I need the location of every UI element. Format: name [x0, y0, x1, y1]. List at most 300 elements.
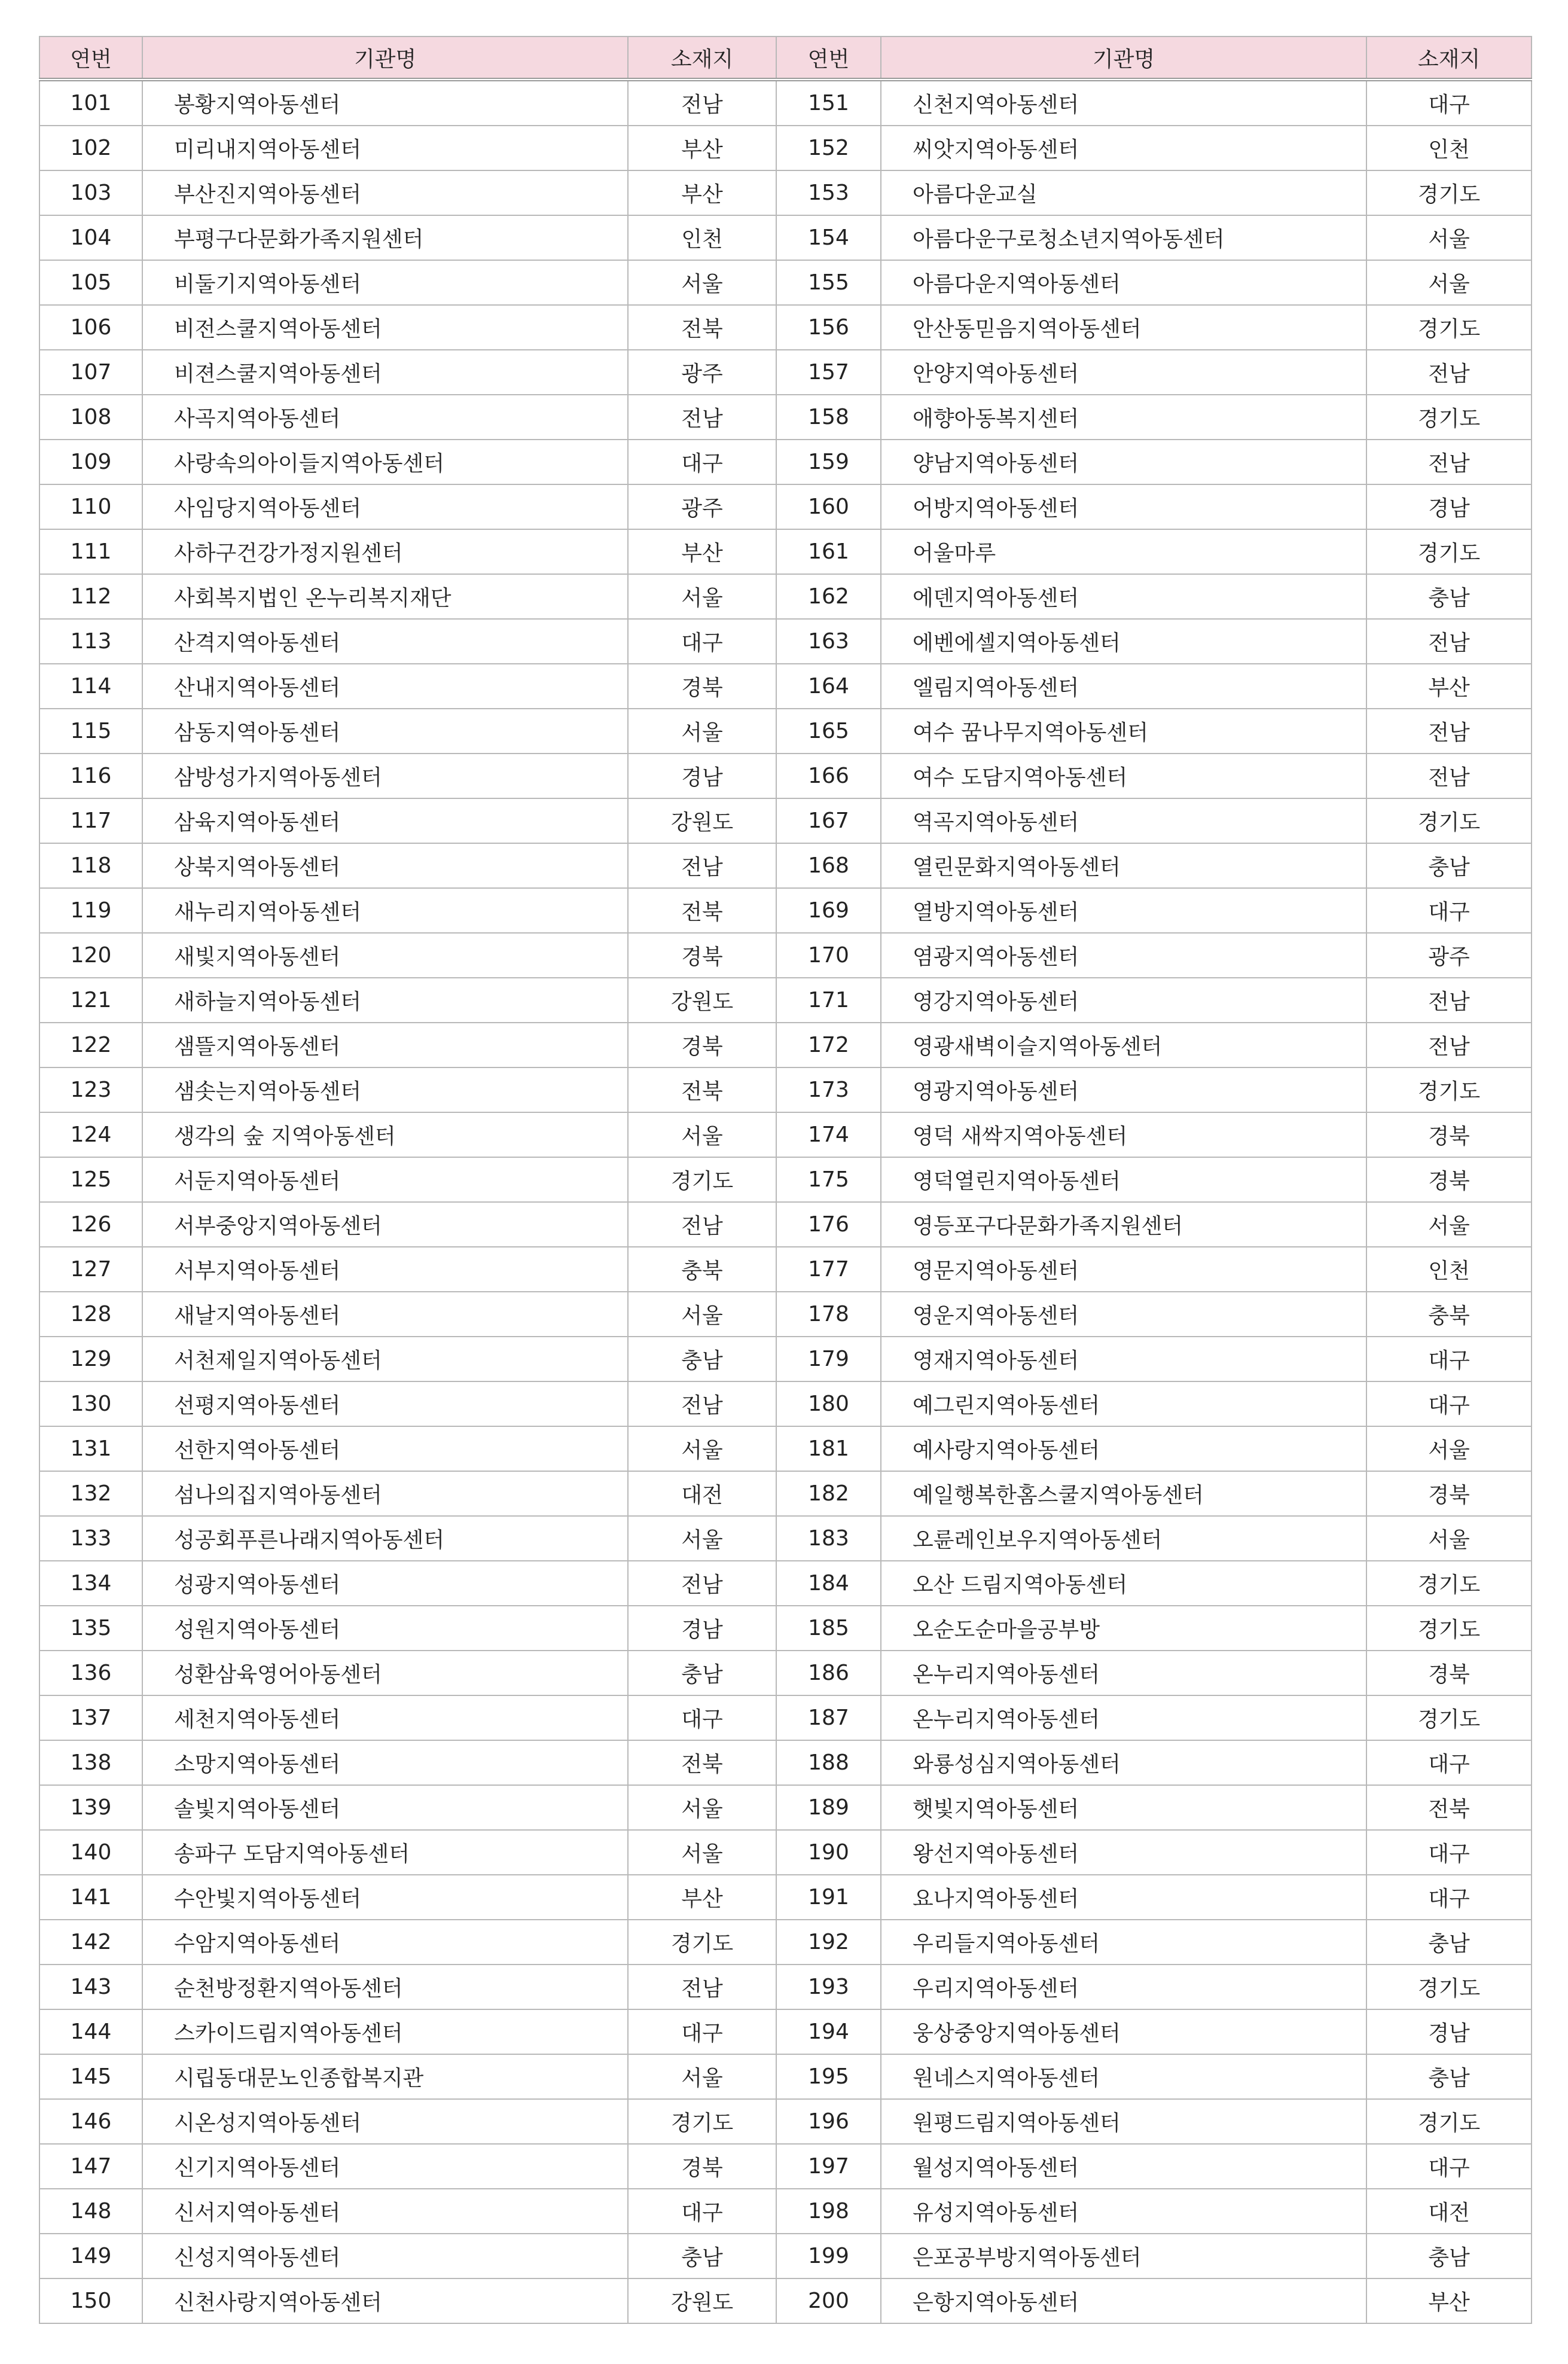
- right-name-cell: 양남지역아동센터: [881, 440, 1366, 484]
- right-name-cell: 예사랑지역아동센터: [881, 1426, 1366, 1471]
- left-number-cell: 128: [39, 1292, 142, 1337]
- header-location-left: 소재지: [628, 36, 776, 80]
- right-number-cell: 185: [776, 1606, 881, 1651]
- right-location-cell: 부산: [1366, 2278, 1532, 2323]
- table-header: [39, 36, 1532, 80]
- left-number-cell: 129: [39, 1337, 142, 1381]
- right-number-cell: 183: [776, 1516, 881, 1561]
- right-number-cell: 163: [776, 619, 881, 664]
- left-location-cell: 광주: [628, 350, 776, 395]
- right-number-cell: 155: [776, 260, 881, 305]
- right-number-cell: 168: [776, 843, 881, 888]
- left-name-cell: 신서지역아동센터: [142, 2189, 628, 2234]
- left-number-cell: 133: [39, 1516, 142, 1561]
- table-row: [39, 1112, 1532, 1157]
- right-name-cell: 웅상중앙지역아동센터: [881, 2009, 1366, 2054]
- right-number-cell: 160: [776, 484, 881, 529]
- table-row: [39, 170, 1532, 215]
- left-location-cell: 강원도: [628, 978, 776, 1023]
- left-number-cell: 117: [39, 798, 142, 843]
- right-name-cell: 영운지역아동센터: [881, 1292, 1366, 1337]
- right-location-cell: 전남: [1366, 1023, 1532, 1067]
- table-row: [39, 484, 1532, 529]
- right-name-cell: 은항지역아동센터: [881, 2278, 1366, 2323]
- right-number-cell: 195: [776, 2054, 881, 2099]
- table-row: [39, 80, 1532, 126]
- right-location-cell: 경기도: [1366, 529, 1532, 574]
- right-number-cell: 175: [776, 1157, 881, 1202]
- left-name-cell: 새하늘지역아동센터: [142, 978, 628, 1023]
- right-name-cell: 영재지역아동센터: [881, 1337, 1366, 1381]
- header-name-right: 기관명: [881, 36, 1366, 80]
- left-name-cell: 수안빛지역아동센터: [142, 1875, 628, 1920]
- left-location-cell: 부산: [628, 1875, 776, 1920]
- right-name-cell: 안산동믿음지역아동센터: [881, 305, 1366, 350]
- right-number-cell: 167: [776, 798, 881, 843]
- right-name-cell: 유성지역아동센터: [881, 2189, 1366, 2234]
- left-location-cell: 전북: [628, 1740, 776, 1785]
- left-name-cell: 사하구건강가정지원센터: [142, 529, 628, 574]
- right-name-cell: 햇빛지역아동센터: [881, 1785, 1366, 1830]
- left-location-cell: 경기도: [628, 2099, 776, 2144]
- table-row: [39, 978, 1532, 1023]
- header-number-left: 연번: [39, 36, 142, 80]
- left-number-cell: 147: [39, 2144, 142, 2189]
- right-number-cell: 180: [776, 1381, 881, 1426]
- right-location-cell: 인천: [1366, 1247, 1532, 1292]
- left-name-cell: 새누리지역아동센터: [142, 888, 628, 933]
- right-location-cell: 경기도: [1366, 1067, 1532, 1112]
- left-name-cell: 성환삼육영어아동센터: [142, 1651, 628, 1695]
- table-row: [39, 1292, 1532, 1337]
- right-name-cell: 영문지역아동센터: [881, 1247, 1366, 1292]
- right-location-cell: 충남: [1366, 2234, 1532, 2278]
- left-location-cell: 강원도: [628, 2278, 776, 2323]
- right-number-cell: 182: [776, 1471, 881, 1516]
- left-name-cell: 신기지역아동센터: [142, 2144, 628, 2189]
- header-name-left: 기관명: [142, 36, 628, 80]
- left-location-cell: 대구: [628, 1695, 776, 1740]
- left-location-cell: 전남: [628, 1561, 776, 1606]
- table-row: [39, 2009, 1532, 2054]
- left-number-cell: 106: [39, 305, 142, 350]
- left-number-cell: 108: [39, 395, 142, 440]
- right-location-cell: 대구: [1366, 1381, 1532, 1426]
- left-name-cell: 소망지역아동센터: [142, 1740, 628, 1785]
- right-name-cell: 예그린지역아동센터: [881, 1381, 1366, 1426]
- right-location-cell: 경기도: [1366, 1606, 1532, 1651]
- table-row: [39, 2278, 1532, 2323]
- left-name-cell: 시온성지역아동센터: [142, 2099, 628, 2144]
- right-name-cell: 원평드림지역아동센터: [881, 2099, 1366, 2144]
- left-number-cell: 143: [39, 1965, 142, 2009]
- right-name-cell: 역곡지역아동센터: [881, 798, 1366, 843]
- right-number-cell: 191: [776, 1875, 881, 1920]
- table-row: [39, 2099, 1532, 2144]
- left-number-cell: 101: [39, 80, 142, 126]
- left-location-cell: 전북: [628, 888, 776, 933]
- left-location-cell: 전북: [628, 1067, 776, 1112]
- table-row: [39, 754, 1532, 798]
- table-row: [39, 1740, 1532, 1785]
- right-location-cell: 대구: [1366, 1337, 1532, 1381]
- right-number-cell: 194: [776, 2009, 881, 2054]
- left-name-cell: 봉황지역아동센터: [142, 80, 628, 126]
- right-name-cell: 왕선지역아동센터: [881, 1830, 1366, 1875]
- header-number-right: 연번: [776, 36, 881, 80]
- left-name-cell: 사임당지역아동센터: [142, 484, 628, 529]
- right-location-cell: 경기도: [1366, 2099, 1532, 2144]
- left-number-cell: 150: [39, 2278, 142, 2323]
- left-number-cell: 123: [39, 1067, 142, 1112]
- right-number-cell: 174: [776, 1112, 881, 1157]
- left-location-cell: 전남: [628, 1381, 776, 1426]
- left-name-cell: 부산진지역아동센터: [142, 170, 628, 215]
- right-name-cell: 예일행복한홈스쿨지역아동센터: [881, 1471, 1366, 1516]
- right-location-cell: 대구: [1366, 80, 1532, 126]
- left-location-cell: 경기도: [628, 1157, 776, 1202]
- right-name-cell: 영덕열린지역아동센터: [881, 1157, 1366, 1202]
- right-location-cell: 서울: [1366, 215, 1532, 260]
- right-location-cell: 전남: [1366, 619, 1532, 664]
- left-number-cell: 113: [39, 619, 142, 664]
- table-row: [39, 1785, 1532, 1830]
- right-number-cell: 190: [776, 1830, 881, 1875]
- right-name-cell: 신천지역아동센터: [881, 80, 1366, 126]
- right-number-cell: 189: [776, 1785, 881, 1830]
- table-row: [39, 888, 1532, 933]
- left-location-cell: 서울: [628, 2054, 776, 2099]
- left-location-cell: 서울: [628, 1426, 776, 1471]
- left-name-cell: 새날지역아동센터: [142, 1292, 628, 1337]
- left-number-cell: 125: [39, 1157, 142, 1202]
- left-number-cell: 140: [39, 1830, 142, 1875]
- left-number-cell: 132: [39, 1471, 142, 1516]
- table-row: [39, 1695, 1532, 1740]
- left-location-cell: 경북: [628, 1023, 776, 1067]
- right-number-cell: 188: [776, 1740, 881, 1785]
- right-location-cell: 전북: [1366, 1785, 1532, 1830]
- table-row: [39, 709, 1532, 754]
- left-number-cell: 141: [39, 1875, 142, 1920]
- right-location-cell: 대구: [1366, 1740, 1532, 1785]
- right-name-cell: 애향아동복지센터: [881, 395, 1366, 440]
- table-row: [39, 619, 1532, 664]
- left-name-cell: 성원지역아동센터: [142, 1606, 628, 1651]
- left-name-cell: 순천방정환지역아동센터: [142, 1965, 628, 2009]
- left-number-cell: 111: [39, 529, 142, 574]
- table-row: [39, 1561, 1532, 1606]
- right-number-cell: 186: [776, 1651, 881, 1695]
- right-name-cell: 우리지역아동센터: [881, 1965, 1366, 2009]
- right-name-cell: 영등포구다문화가족지원센터: [881, 1202, 1366, 1247]
- table-row: [39, 215, 1532, 260]
- left-name-cell: 섬나의집지역아동센터: [142, 1471, 628, 1516]
- right-number-cell: 157: [776, 350, 881, 395]
- right-location-cell: 서울: [1366, 1426, 1532, 1471]
- table-row: [39, 1157, 1532, 1202]
- right-location-cell: 인천: [1366, 126, 1532, 170]
- left-number-cell: 139: [39, 1785, 142, 1830]
- right-name-cell: 씨앗지역아동센터: [881, 126, 1366, 170]
- right-number-cell: 179: [776, 1337, 881, 1381]
- left-location-cell: 부산: [628, 126, 776, 170]
- right-name-cell: 월성지역아동센터: [881, 2144, 1366, 2189]
- right-location-cell: 경북: [1366, 1112, 1532, 1157]
- right-number-cell: 177: [776, 1247, 881, 1292]
- left-number-cell: 116: [39, 754, 142, 798]
- left-name-cell: 비젼스쿨지역아동센터: [142, 350, 628, 395]
- table-row: [39, 1606, 1532, 1651]
- left-number-cell: 120: [39, 933, 142, 978]
- right-location-cell: 부산: [1366, 664, 1532, 709]
- left-location-cell: 경남: [628, 1606, 776, 1651]
- right-location-cell: 광주: [1366, 933, 1532, 978]
- right-location-cell: 경남: [1366, 2009, 1532, 2054]
- left-number-cell: 114: [39, 664, 142, 709]
- left-name-cell: 솔빛지역아동센터: [142, 1785, 628, 1830]
- left-location-cell: 경북: [628, 933, 776, 978]
- table-row: [39, 2234, 1532, 2278]
- table-row: [39, 260, 1532, 305]
- left-number-cell: 124: [39, 1112, 142, 1157]
- right-location-cell: 경북: [1366, 1157, 1532, 1202]
- left-name-cell: 선한지역아동센터: [142, 1426, 628, 1471]
- right-number-cell: 162: [776, 574, 881, 619]
- left-location-cell: 부산: [628, 170, 776, 215]
- left-location-cell: 서울: [628, 260, 776, 305]
- table-row: [39, 1067, 1532, 1112]
- right-location-cell: 충남: [1366, 843, 1532, 888]
- right-number-cell: 184: [776, 1561, 881, 1606]
- right-name-cell: 여수 꿈나무지역아동센터: [881, 709, 1366, 754]
- table-row: [39, 1381, 1532, 1426]
- table-row: [39, 1651, 1532, 1695]
- left-number-cell: 131: [39, 1426, 142, 1471]
- left-name-cell: 샘뜰지역아동센터: [142, 1023, 628, 1067]
- right-location-cell: 충북: [1366, 1292, 1532, 1337]
- right-number-cell: 171: [776, 978, 881, 1023]
- table-row: [39, 1516, 1532, 1561]
- right-location-cell: 서울: [1366, 1516, 1532, 1561]
- right-name-cell: 에벤에셀지역아동센터: [881, 619, 1366, 664]
- header-row: [39, 36, 1532, 80]
- table-row: [39, 1023, 1532, 1067]
- right-location-cell: 충남: [1366, 574, 1532, 619]
- right-name-cell: 영광새벽이슬지역아동센터: [881, 1023, 1366, 1067]
- left-name-cell: 스카이드림지역아동센터: [142, 2009, 628, 2054]
- right-location-cell: 경기도: [1366, 305, 1532, 350]
- right-name-cell: 우리들지역아동센터: [881, 1920, 1366, 1965]
- right-location-cell: 경기도: [1366, 1965, 1532, 2009]
- right-number-cell: 153: [776, 170, 881, 215]
- left-location-cell: 서울: [628, 709, 776, 754]
- left-location-cell: 전남: [628, 1202, 776, 1247]
- right-location-cell: 경기도: [1366, 395, 1532, 440]
- right-number-cell: 164: [776, 664, 881, 709]
- left-location-cell: 경북: [628, 2144, 776, 2189]
- left-number-cell: 104: [39, 215, 142, 260]
- left-number-cell: 146: [39, 2099, 142, 2144]
- right-location-cell: 경북: [1366, 1651, 1532, 1695]
- right-location-cell: 충남: [1366, 1920, 1532, 1965]
- left-number-cell: 119: [39, 888, 142, 933]
- left-number-cell: 130: [39, 1381, 142, 1426]
- right-location-cell: 전남: [1366, 978, 1532, 1023]
- right-number-cell: 178: [776, 1292, 881, 1337]
- left-number-cell: 144: [39, 2009, 142, 2054]
- left-location-cell: 서울: [628, 574, 776, 619]
- left-name-cell: 수암지역아동센터: [142, 1920, 628, 1965]
- right-name-cell: 어방지역아동센터: [881, 484, 1366, 529]
- right-name-cell: 와룡성심지역아동센터: [881, 1740, 1366, 1785]
- right-name-cell: 영광지역아동센터: [881, 1067, 1366, 1112]
- table-row: [39, 1202, 1532, 1247]
- right-location-cell: 전남: [1366, 350, 1532, 395]
- header-location-right: 소재지: [1366, 36, 1532, 80]
- right-name-cell: 엘림지역아동센터: [881, 664, 1366, 709]
- left-number-cell: 121: [39, 978, 142, 1023]
- left-number-cell: 134: [39, 1561, 142, 1606]
- table-row: [39, 305, 1532, 350]
- right-location-cell: 대구: [1366, 2144, 1532, 2189]
- left-name-cell: 삼방성가지역아동센터: [142, 754, 628, 798]
- right-location-cell: 충남: [1366, 2054, 1532, 2099]
- right-location-cell: 경남: [1366, 484, 1532, 529]
- left-location-cell: 서울: [628, 1112, 776, 1157]
- left-name-cell: 새빛지역아동센터: [142, 933, 628, 978]
- left-location-cell: 충남: [628, 1337, 776, 1381]
- left-location-cell: 서울: [628, 1516, 776, 1561]
- table-row: [39, 1965, 1532, 2009]
- left-number-cell: 102: [39, 126, 142, 170]
- right-number-cell: 173: [776, 1067, 881, 1112]
- table-row: [39, 1875, 1532, 1920]
- right-number-cell: 154: [776, 215, 881, 260]
- left-number-cell: 103: [39, 170, 142, 215]
- left-location-cell: 충북: [628, 1247, 776, 1292]
- table-row: [39, 664, 1532, 709]
- left-name-cell: 산격지역아동센터: [142, 619, 628, 664]
- table-row: [39, 529, 1532, 574]
- left-name-cell: 미리내지역아동센터: [142, 126, 628, 170]
- left-location-cell: 광주: [628, 484, 776, 529]
- left-name-cell: 서둔지역아동센터: [142, 1157, 628, 1202]
- right-name-cell: 열방지역아동센터: [881, 888, 1366, 933]
- left-location-cell: 대구: [628, 619, 776, 664]
- right-name-cell: 안양지역아동센터: [881, 350, 1366, 395]
- right-location-cell: 경기도: [1366, 1561, 1532, 1606]
- table-row: [39, 843, 1532, 888]
- left-name-cell: 삼동지역아동센터: [142, 709, 628, 754]
- left-number-cell: 118: [39, 843, 142, 888]
- left-number-cell: 149: [39, 2234, 142, 2278]
- left-name-cell: 비둘기지역아동센터: [142, 260, 628, 305]
- left-number-cell: 110: [39, 484, 142, 529]
- right-location-cell: 경기도: [1366, 170, 1532, 215]
- left-name-cell: 상북지역아동센터: [142, 843, 628, 888]
- right-number-cell: 196: [776, 2099, 881, 2144]
- right-number-cell: 159: [776, 440, 881, 484]
- left-name-cell: 서천제일지역아동센터: [142, 1337, 628, 1381]
- left-name-cell: 성공회푸른나래지역아동센터: [142, 1516, 628, 1561]
- right-name-cell: 오산 드림지역아동센터: [881, 1561, 1366, 1606]
- table-row: [39, 126, 1532, 170]
- left-name-cell: 비전스쿨지역아동센터: [142, 305, 628, 350]
- left-number-cell: 137: [39, 1695, 142, 1740]
- right-number-cell: 166: [776, 754, 881, 798]
- table-row: [39, 2054, 1532, 2099]
- left-number-cell: 127: [39, 1247, 142, 1292]
- right-number-cell: 200: [776, 2278, 881, 2323]
- right-number-cell: 198: [776, 2189, 881, 2234]
- left-name-cell: 삼육지역아동센터: [142, 798, 628, 843]
- right-number-cell: 181: [776, 1426, 881, 1471]
- table-row: [39, 933, 1532, 978]
- left-name-cell: 사곡지역아동센터: [142, 395, 628, 440]
- right-name-cell: 아름다운교실: [881, 170, 1366, 215]
- left-location-cell: 대전: [628, 1471, 776, 1516]
- left-name-cell: 생각의 숲 지역아동센터: [142, 1112, 628, 1157]
- right-location-cell: 대전: [1366, 2189, 1532, 2234]
- left-name-cell: 사회복지법인 온누리복지재단: [142, 574, 628, 619]
- left-name-cell: 서부중앙지역아동센터: [142, 1202, 628, 1247]
- left-number-cell: 105: [39, 260, 142, 305]
- left-location-cell: 인천: [628, 215, 776, 260]
- left-name-cell: 송파구 도담지역아동센터: [142, 1830, 628, 1875]
- right-name-cell: 영덕 새싹지역아동센터: [881, 1112, 1366, 1157]
- right-location-cell: 전남: [1366, 440, 1532, 484]
- right-name-cell: 아름다운구로청소년지역아동센터: [881, 215, 1366, 260]
- table-row: [39, 1471, 1532, 1516]
- right-number-cell: 192: [776, 1920, 881, 1965]
- right-name-cell: 영강지역아동센터: [881, 978, 1366, 1023]
- left-number-cell: 135: [39, 1606, 142, 1651]
- left-location-cell: 경기도: [628, 1920, 776, 1965]
- left-name-cell: 산내지역아동센터: [142, 664, 628, 709]
- right-number-cell: 176: [776, 1202, 881, 1247]
- left-name-cell: 성광지역아동센터: [142, 1561, 628, 1606]
- right-name-cell: 열린문화지역아동센터: [881, 843, 1366, 888]
- left-number-cell: 138: [39, 1740, 142, 1785]
- left-number-cell: 112: [39, 574, 142, 619]
- right-name-cell: 오순도순마을공부방: [881, 1606, 1366, 1651]
- right-number-cell: 165: [776, 709, 881, 754]
- table-row: [39, 350, 1532, 395]
- right-location-cell: 서울: [1366, 260, 1532, 305]
- table-body: [39, 80, 1532, 2323]
- left-location-cell: 서울: [628, 1785, 776, 1830]
- left-name-cell: 신천사랑지역아동센터: [142, 2278, 628, 2323]
- left-location-cell: 경북: [628, 664, 776, 709]
- table-row: [39, 2189, 1532, 2234]
- left-name-cell: 사랑속의아이들지역아동센터: [142, 440, 628, 484]
- table-row: [39, 574, 1532, 619]
- right-number-cell: 158: [776, 395, 881, 440]
- right-name-cell: 여수 도담지역아동센터: [881, 754, 1366, 798]
- right-number-cell: 170: [776, 933, 881, 978]
- left-location-cell: 강원도: [628, 798, 776, 843]
- left-number-cell: 107: [39, 350, 142, 395]
- left-location-cell: 충남: [628, 1651, 776, 1695]
- right-number-cell: 169: [776, 888, 881, 933]
- left-location-cell: 대구: [628, 2009, 776, 2054]
- right-location-cell: 경북: [1366, 1471, 1532, 1516]
- right-name-cell: 온누리지역아동센터: [881, 1695, 1366, 1740]
- left-number-cell: 109: [39, 440, 142, 484]
- right-location-cell: 대구: [1366, 888, 1532, 933]
- right-name-cell: 오륜레인보우지역아동센터: [881, 1516, 1366, 1561]
